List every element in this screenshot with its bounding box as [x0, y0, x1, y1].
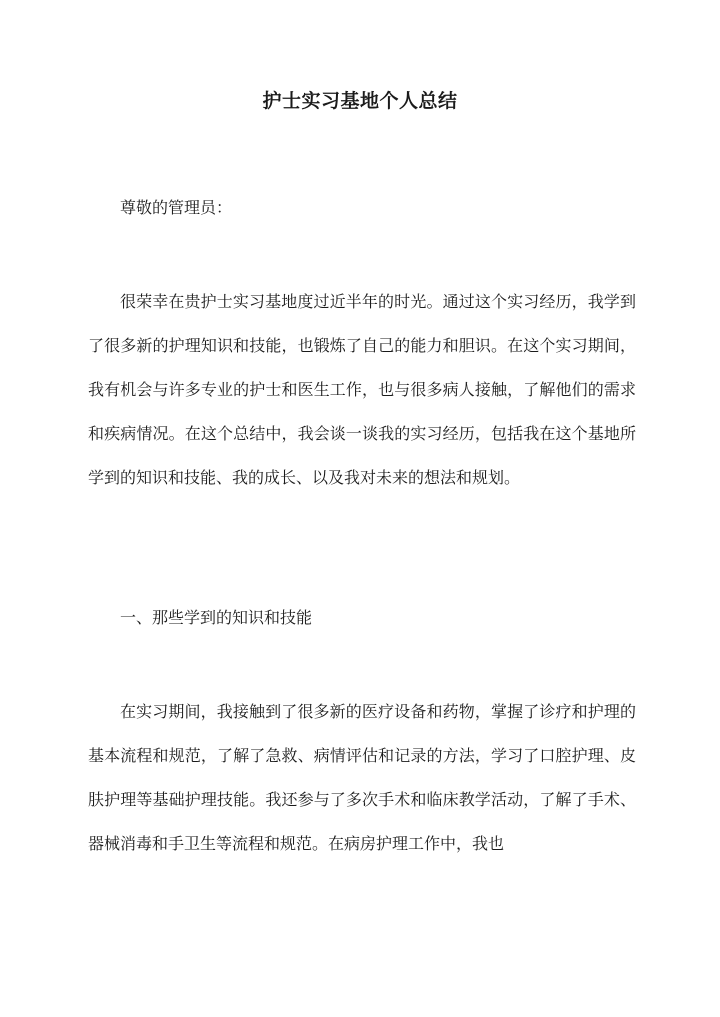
document-title: 护士实习基地个人总结 [262, 90, 458, 112]
section-heading: 一、那些学到的知识和技能 [120, 608, 313, 627]
body-paragraph: 在实习期间，我接触到了很多新的医疗设备和药物，掌握了诊疗和护理的基本流程和规范，了解了急救、病情评估和记录的方法，学习了口腔护理、皮肤护理等基础护理技能。我还参与了多次手术和临床教学活动，了解了手术、器械消毒和手卫生等流程和规范。在病房护理工作中，我也 [88, 702, 636, 853]
intro-paragraph: 很荣幸在贵护士实习基地度过近半年的时光。通过这个实习经历，我学到了很多新的护理知识和技能，也锻炼了自己的能力和胆识。在这个实习期间，我有机会与许多专业的护士和医生工作，也与很多病人接触，了解他们的需求和疾病情况。在这个总结中，我会谈一谈我的实习经历，包括我在这个基地所学到的知识和技能、我的成长、以及我对未来的想法和规划。 [88, 292, 636, 487]
salutation: 尊敬的管理员： [120, 198, 233, 217]
